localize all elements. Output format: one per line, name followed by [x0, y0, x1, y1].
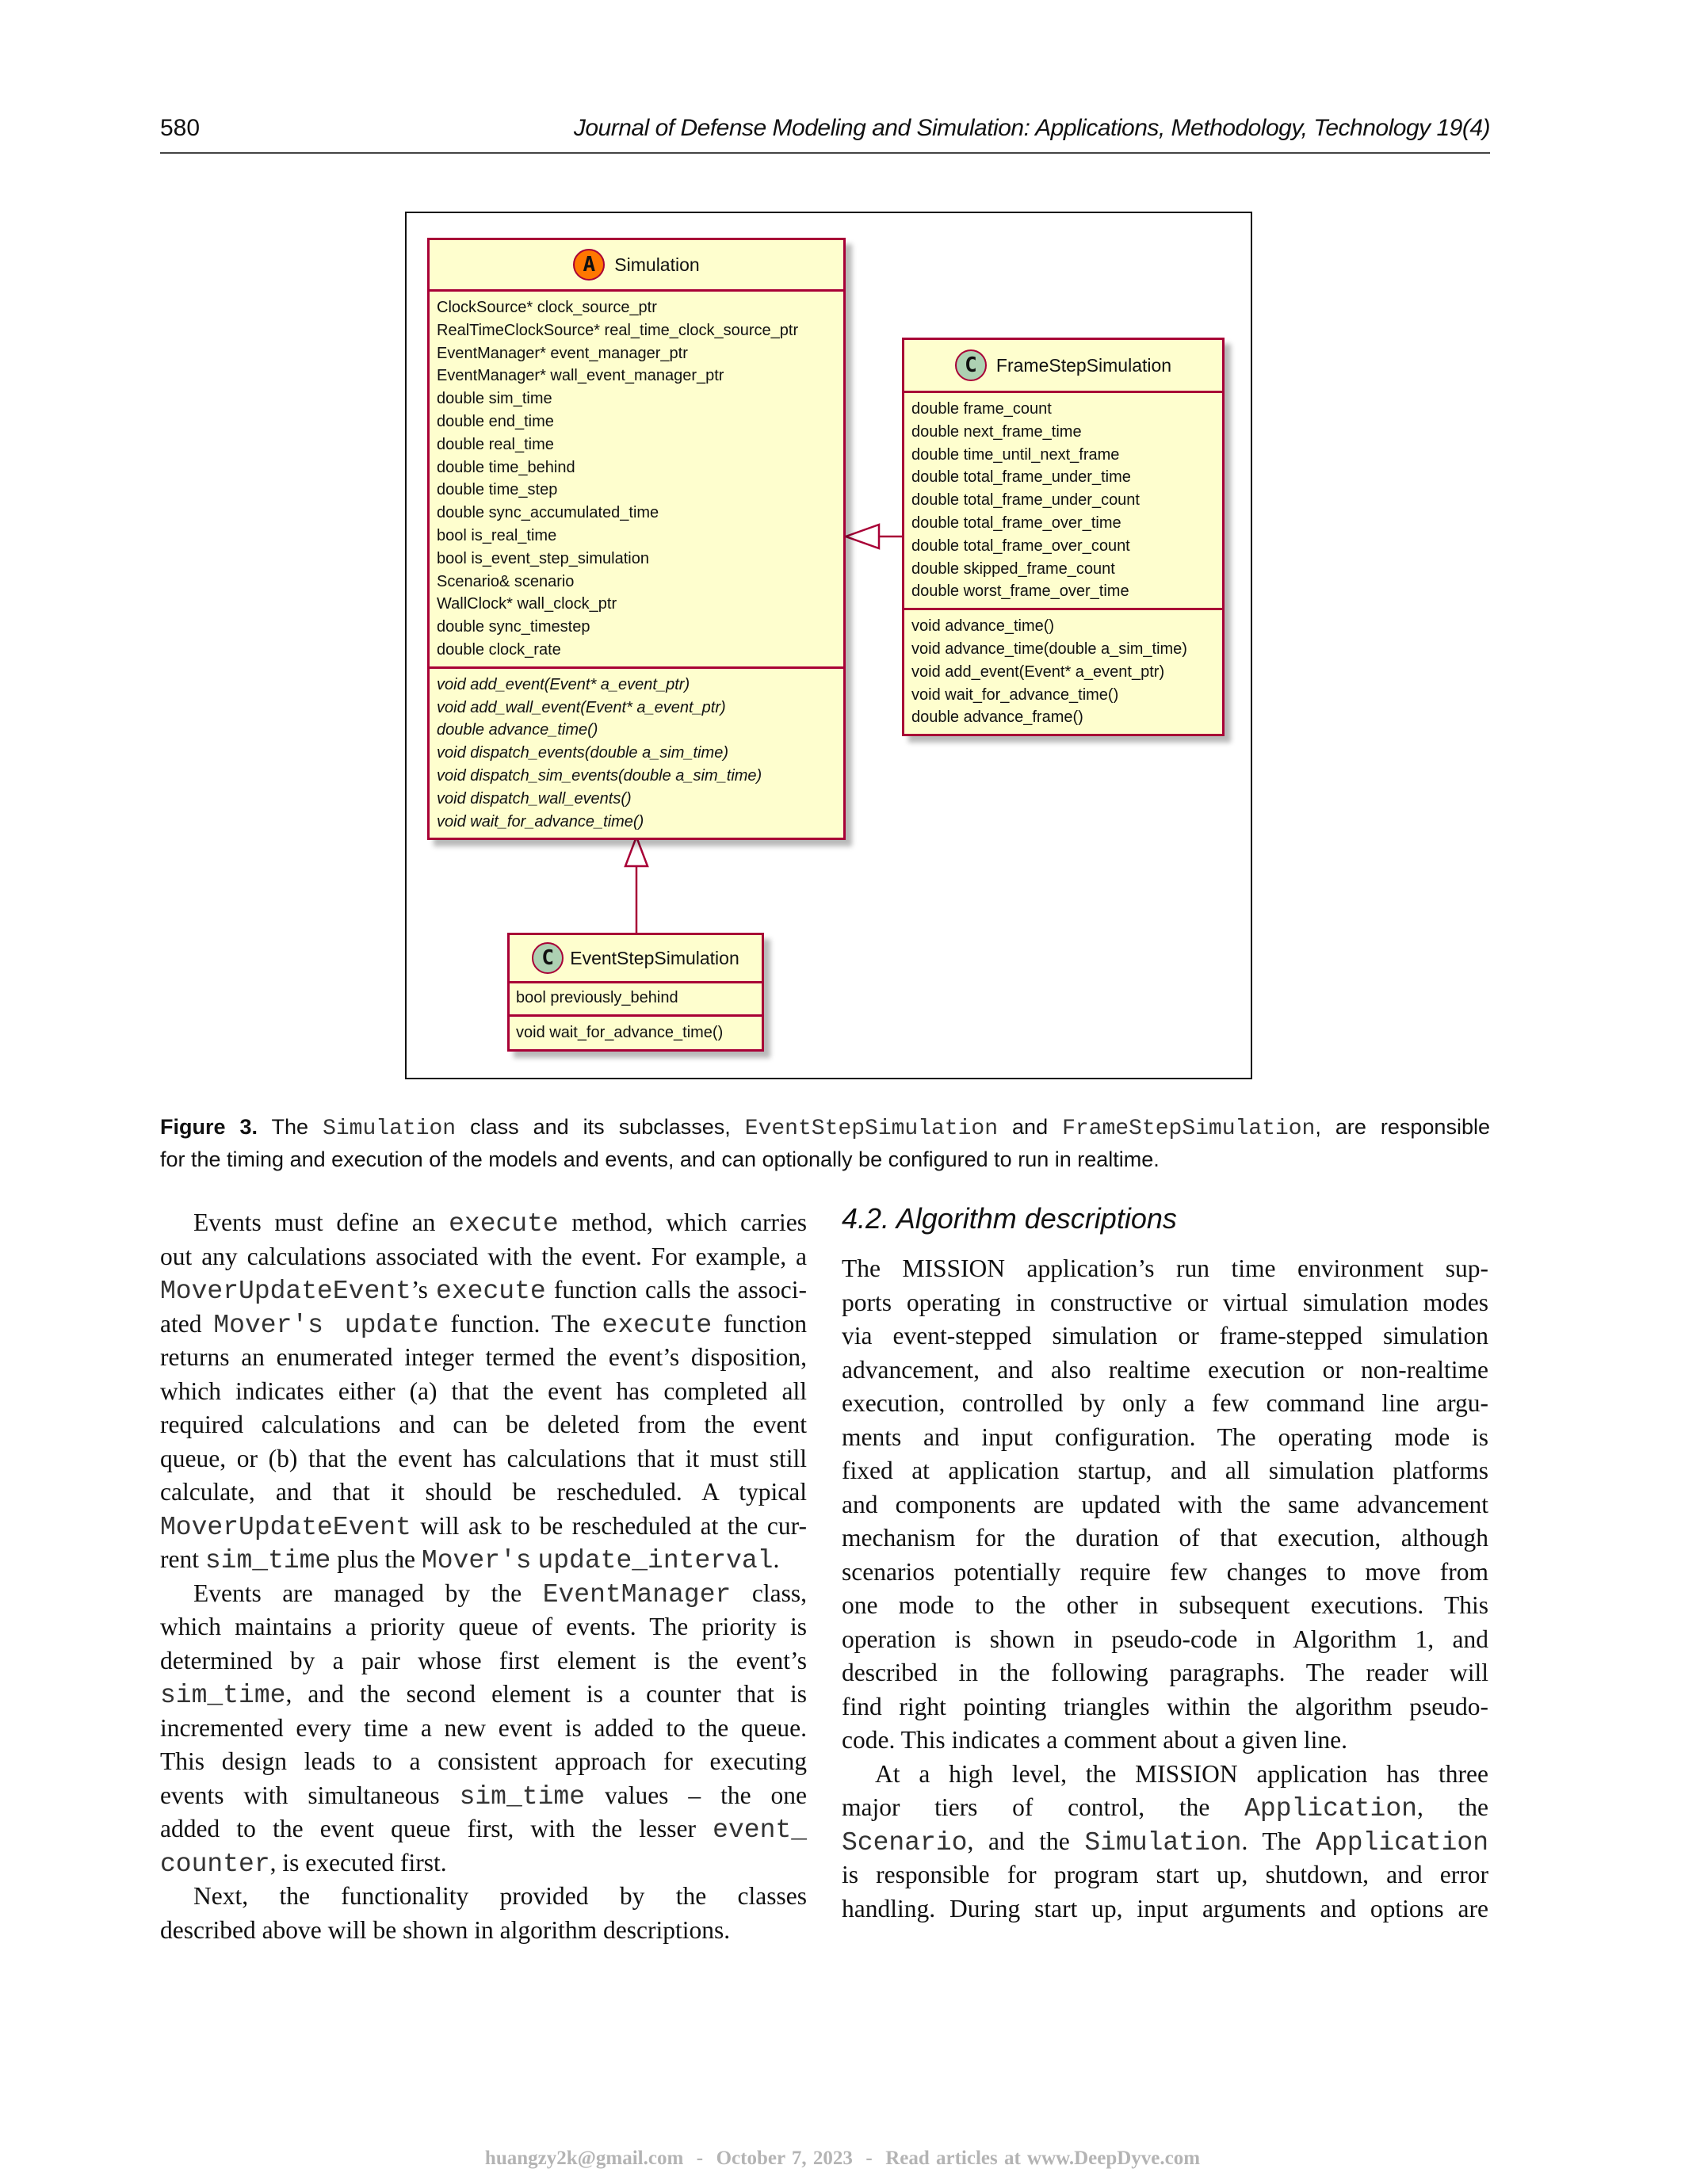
code-term: execute: [449, 1209, 559, 1239]
class-name: EventStepSimulation: [570, 947, 739, 968]
body-text: , is executed first.: [269, 1848, 447, 1877]
body-text: plus the: [331, 1545, 422, 1573]
body-text: ’s: [411, 1276, 437, 1304]
text-line: [160, 1779, 807, 1813]
code-term: Application: [1316, 1827, 1488, 1858]
caption-text: , are responsible: [1315, 1115, 1490, 1139]
caption-text: for the timing and execution of the models and events, and can optionally be configured to run in realtime.: [160, 1147, 1160, 1171]
body-text: scenarios potentially require few changes to move from: [842, 1557, 1488, 1586]
attribute-row: EventManager* event_manager_ptr: [437, 344, 688, 362]
body-text: function calls the associ-: [545, 1276, 807, 1304]
body-text: major tiers of control, the: [842, 1793, 1245, 1821]
body-text: which indicates either (a) that the event has completed all: [160, 1376, 807, 1405]
text-line: [842, 1522, 1488, 1556]
body-text: fixed at application startup, and all simulation platforms: [842, 1457, 1488, 1484]
body-text: one mode to the other in subsequent executions. This: [842, 1591, 1488, 1619]
text-line: [842, 1724, 1488, 1758]
journal-title: Journal of Defense Modeling and Simulation: Applications, Methodology, Technology 19(4): [573, 115, 1490, 141]
code-term: MoverUpdateEvent: [160, 1512, 411, 1542]
method-row: double advance_time(): [437, 721, 598, 739]
text-line: [842, 1623, 1488, 1657]
method-row: double advance_frame(): [911, 708, 1083, 727]
text-line: [160, 1880, 807, 1914]
left-column-text: [160, 1206, 807, 1947]
body-text: execution, controlled by only a few command line argu-: [842, 1389, 1488, 1417]
frame-step-inherits-arrow: [846, 525, 902, 548]
text-line: [842, 1791, 1488, 1825]
text-line: [842, 1286, 1488, 1320]
method-row: void add_event(Event* a_event_ptr): [911, 662, 1165, 681]
text-line: [842, 1858, 1488, 1892]
body-text: required calculations and can be deleted from the event: [160, 1411, 807, 1438]
body-text: described above will be shown in algorithm descriptions.: [160, 1915, 731, 1944]
attribute-row: ClockSource* clock_source_ptr: [437, 299, 657, 316]
section-heading: 4.2. Algorithm descriptions: [842, 1202, 1177, 1235]
text-line: [160, 1206, 807, 1240]
attribute-row: double time_step: [437, 481, 558, 499]
class-spot-icon: C: [955, 349, 987, 381]
text-line: [160, 1408, 807, 1442]
text-line: [160, 1273, 807, 1308]
event-step-inherits-arrow: [625, 837, 648, 933]
body-text: .: [773, 1545, 780, 1573]
text-line: [160, 1341, 807, 1375]
body-text: Events are managed by the: [193, 1579, 543, 1607]
code-term: Mover′s: [421, 1546, 532, 1575]
body-text: This design leads to a consistent approach for executing: [160, 1747, 807, 1775]
text-line: [842, 1690, 1488, 1724]
body-text: incremented every time a new event is added to the queue.: [160, 1713, 807, 1742]
text-line: [842, 1488, 1488, 1522]
class-event-step-simulation: [507, 933, 764, 1052]
attribute-row: double frame_count: [911, 400, 1052, 418]
method-row: void wait_for_advance_time(): [911, 685, 1119, 704]
body-text: advancement, and also realtime execution or non-realtime: [842, 1355, 1488, 1384]
code-term: sim_time: [160, 1681, 286, 1710]
attribute-row: double clock_rate: [437, 640, 561, 659]
class-header: [510, 935, 762, 983]
body-text: operation is shown in pseudo-code in Algorithm 1, and: [842, 1625, 1488, 1653]
body-text: added to the event queue first, with the lesser: [160, 1815, 713, 1842]
body-text: class,: [731, 1579, 807, 1607]
text-line: [160, 1678, 807, 1712]
text-line: [160, 1577, 807, 1611]
attribute-row: double worst_frame_over_time: [911, 582, 1129, 601]
text-line: [842, 1354, 1488, 1388]
class-header: [904, 340, 1222, 393]
text-line: [842, 1589, 1488, 1623]
attribute-row: bool is_real_time: [437, 526, 557, 544]
body-text: and components are updated with the same advancement: [842, 1490, 1488, 1518]
method-list: [430, 669, 843, 838]
method-row: void advance_time(double a_sim_time): [911, 640, 1187, 658]
body-text: is responsible for program start up, shutdown, and error: [842, 1861, 1488, 1888]
text-line: [160, 1510, 807, 1544]
text-line: [842, 1387, 1488, 1421]
code-term: sim_time: [459, 1781, 586, 1812]
text-line: [160, 1476, 807, 1510]
body-text: via event-stepped simulation or frame-stepped simulation: [842, 1322, 1488, 1350]
body-text: which maintains a priority queue of events. The priority is: [160, 1613, 807, 1640]
code-term: Simulation: [1084, 1827, 1242, 1858]
text-line: [842, 1892, 1488, 1926]
text-line: [842, 1252, 1488, 1286]
code-term: execute: [436, 1277, 546, 1306]
text-line: [842, 1454, 1488, 1488]
code-term: Mover′s update: [213, 1310, 439, 1340]
body-text: , and the second element is a counter that is: [285, 1680, 807, 1708]
body-text: Events must define an: [193, 1208, 449, 1236]
method-row: void add_event(Event* a_event_ptr): [437, 675, 690, 693]
text-line: [160, 1914, 807, 1948]
attribute-row: double sync_accumulated_time: [437, 504, 659, 522]
attribute-row: double total_frame_over_time: [911, 514, 1121, 532]
code-term: sim_time: [204, 1546, 331, 1575]
attribute-row: double time_until_next_frame: [911, 445, 1120, 464]
class-frame-step-simulation: [902, 338, 1225, 736]
text-line: [160, 1610, 807, 1644]
text-line: [160, 1375, 807, 1409]
method-row: void add_wall_event(Event* a_event_ptr): [437, 698, 726, 716]
method-list: [510, 1017, 762, 1049]
abstract-class-spot-icon: A: [573, 249, 605, 281]
text-line: [842, 1421, 1488, 1455]
attribute-row: double sim_time: [437, 390, 552, 408]
attribute-row: double total_frame_over_count: [911, 536, 1130, 555]
code-term: event_: [713, 1816, 807, 1845]
text-line: [842, 1758, 1488, 1792]
body-text: queue, or (b) that the event has calculations that it must still: [160, 1444, 807, 1472]
attribute-row: bool previously_behind: [516, 989, 678, 1006]
body-text: , and the: [967, 1827, 1085, 1855]
code-term: Simulation: [323, 1117, 457, 1141]
page-number: 580: [160, 115, 201, 141]
code-term: FrameStepSimulation: [1062, 1117, 1316, 1141]
text-line: [160, 1543, 807, 1577]
header-rule: [160, 152, 1490, 154]
attribute-row: double total_frame_under_time: [911, 468, 1131, 487]
text-line: [160, 1644, 807, 1678]
body-text: rent: [160, 1545, 205, 1573]
text-line: [842, 1556, 1488, 1590]
text-line: [160, 1846, 807, 1880]
caption-text: The: [258, 1115, 323, 1139]
class-header: [430, 240, 843, 292]
body-text: ated: [160, 1309, 214, 1338]
text-line: [160, 1712, 807, 1746]
attribute-list: [510, 983, 762, 1017]
text-line: [160, 1240, 807, 1274]
body-text: At a high level, the MISSION application has three: [875, 1759, 1488, 1788]
body-text: method, which carries: [558, 1208, 807, 1236]
class-name: Simulation: [614, 254, 700, 275]
attribute-list: [904, 393, 1222, 610]
text-line: [160, 1812, 807, 1846]
body-text: determined by a pair whose first element is the event’s: [160, 1646, 807, 1674]
body-text: . The: [1241, 1827, 1316, 1855]
text-line: [160, 1308, 807, 1342]
code-term: execute: [602, 1310, 713, 1340]
class-spot-icon: C: [532, 942, 564, 974]
text-line: [842, 1656, 1488, 1690]
footer-watermark: huangzy2k@gmail.com - October 7, 2023 - Read articles at www.DeepDyve.com: [484, 2148, 1201, 2169]
text-line: [160, 1745, 807, 1779]
text-line: [160, 1442, 807, 1476]
body-text: mechanism for the duration of that execution, although: [842, 1524, 1488, 1552]
body-text: out any calculations associated with the event. For example, a: [160, 1242, 807, 1270]
code-term: MoverUpdateEvent: [160, 1277, 411, 1306]
body-text: ments and input configuration. The operating mode is: [842, 1422, 1488, 1451]
code-term: Application: [1244, 1794, 1417, 1823]
code-term: counter: [160, 1849, 270, 1879]
body-text: function. The: [438, 1309, 602, 1338]
body-text: handling. During start up, input arguments and options are: [842, 1894, 1488, 1922]
class-name: FrameStepSimulation: [995, 354, 1172, 376]
method-row: void advance_time(): [911, 617, 1055, 636]
attribute-row: double skipped_frame_count: [911, 559, 1115, 578]
method-row: void dispatch_sim_events(double a_sim_time): [437, 766, 762, 785]
figure-caption: [160, 1112, 1490, 1174]
attribute-row: EventManager* wall_event_manager_ptr: [437, 367, 724, 385]
uml-class-diagram: [405, 212, 1252, 1079]
attribute-row: double end_time: [437, 412, 554, 430]
caption-text: class and its subclasses,: [456, 1115, 745, 1139]
body-text: Next, the functionality provided by the classes: [193, 1882, 807, 1910]
body-text: code. This indicates a comment about a given line.: [842, 1726, 1347, 1754]
body-text: ports operating in constructive or virtual simulation modes: [842, 1288, 1488, 1316]
caption-line: [160, 1144, 1490, 1174]
body-text: The MISSION application’s run time environment sup-: [842, 1254, 1488, 1282]
figure-label: Figure 3.: [160, 1115, 258, 1139]
caption-line: [160, 1112, 1490, 1144]
method-list: [904, 610, 1222, 734]
code-term: Scenario: [842, 1827, 968, 1858]
body-text: , the: [1416, 1793, 1489, 1821]
code-term: update_interval: [537, 1546, 774, 1575]
attribute-row: RealTimeClockSource* real_time_clock_source_ptr: [437, 321, 799, 339]
body-text: returns an enumerated integer termed the event’s disposition,: [160, 1343, 807, 1371]
attribute-list: [430, 292, 843, 669]
code-term: EventStepSimulation: [744, 1117, 999, 1141]
text-line: [842, 1319, 1488, 1354]
class-simulation: [427, 238, 846, 840]
body-text: events with simultaneous: [160, 1781, 460, 1809]
code-term: EventManager: [542, 1579, 732, 1609]
attribute-row: WallClock* wall_clock_ptr: [437, 595, 617, 613]
method-row: void wait_for_advance_time(): [437, 812, 644, 830]
right-column-text: [842, 1252, 1488, 1926]
method-row: void dispatch_events(double a_sim_time): [437, 744, 728, 762]
body-text: will ask to be rescheduled at the cur-: [411, 1511, 807, 1540]
body-text: find right pointing triangles within the algorithm pseudo-: [842, 1692, 1488, 1720]
body-text: calculate, and that it should be rescheduled. A typical: [160, 1478, 807, 1506]
caption-text: and: [998, 1115, 1063, 1139]
method-row: void dispatch_wall_events(): [437, 789, 632, 808]
attribute-row: double total_frame_under_count: [911, 491, 1140, 510]
body-text: values – the one: [585, 1781, 808, 1809]
attribute-row: double time_behind: [437, 458, 575, 476]
attribute-row: bool is_event_step_simulation: [437, 549, 649, 567]
method-row: void wait_for_advance_time(): [516, 1023, 724, 1041]
attribute-row: double sync_timestep: [437, 618, 590, 636]
attribute-row: double next_frame_time: [911, 422, 1082, 441]
body-text: function: [712, 1309, 808, 1338]
text-line: [842, 1825, 1488, 1859]
body-text: described in the following paragraphs. The reader will: [842, 1659, 1488, 1686]
attribute-row: Scenario& scenario: [437, 572, 575, 590]
attribute-row: double real_time: [437, 435, 554, 453]
